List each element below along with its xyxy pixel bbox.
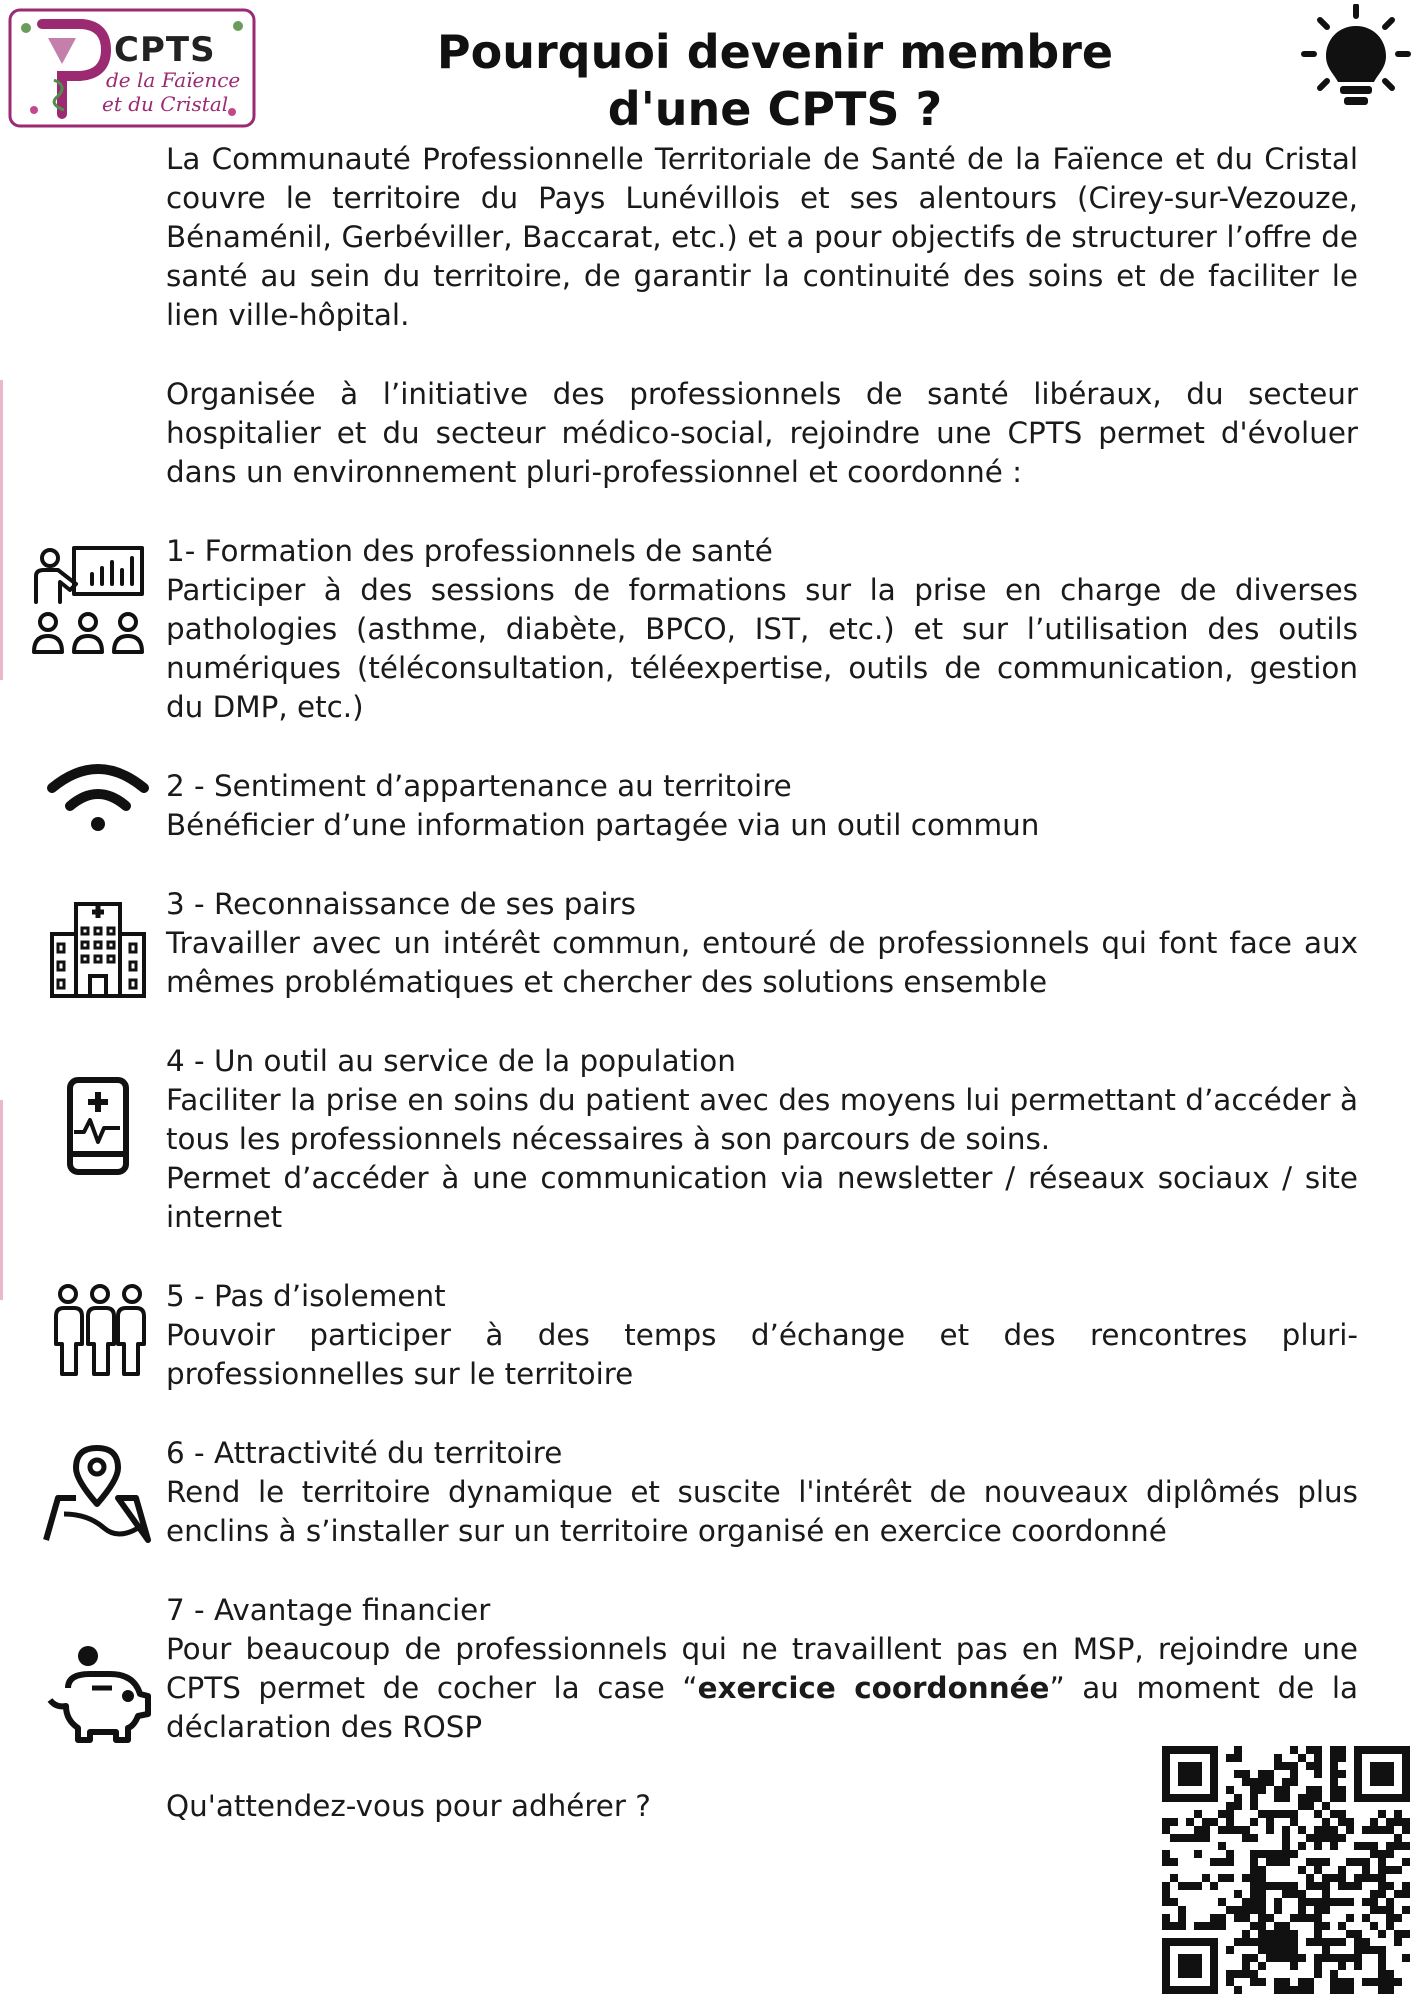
title-line-1: Pourquoi devenir membre: [436, 25, 1114, 79]
section-heading: 3 - Reconnaissance de ses pairs: [166, 887, 636, 921]
intro-paragraph-2: Organisée à l’initiative des professionnels de santé libéraux, du secteur hospitalier et du secteur médico-social, rejoindre une CPTS permet d'évoluer dans un environnement pluri-professionnel et coordonné :: [166, 377, 1358, 489]
section-heading: 4 - Un outil au service de la population: [166, 1044, 736, 1078]
title-line-2: d'une CPTS ?: [607, 82, 943, 136]
section-6: [166, 1434, 1358, 1551]
section-3: [166, 885, 1358, 1002]
section-text: Rend le territoire dynamique et suscite l'intérêt de nouveaux diplômés plus enclins à s’installer sur un territoire organisé en exercice coordonné: [166, 1475, 1358, 1548]
section-text: Pouvoir participer à des temps d’échange et des rencontres pluri-professionnelles sur le territoire: [166, 1318, 1358, 1391]
section-heading: 6 - Attractivité du territoire: [166, 1436, 563, 1470]
training-presentation-icon: [30, 544, 146, 666]
section-5: [166, 1277, 1358, 1394]
wifi-icon: [46, 760, 150, 840]
group-people-icon: [52, 1282, 148, 1382]
qr-code[interactable]: [1162, 1746, 1410, 1994]
section-2: [166, 767, 1358, 845]
section-heading: 7 - Avantage financier: [166, 1593, 491, 1627]
section-text: Faciliter la prise en soins du patient avec des moyens lui permettant d’accéder à tous les professionnels nécessaires à son parcours de soins.: [166, 1083, 1358, 1156]
logo-subtitle-2: et du Cristal: [102, 92, 229, 116]
margin-mark: [0, 1100, 3, 1300]
highlight-text: exercice coordonnée: [697, 1671, 1050, 1705]
section-text: Bénéficier d’une information partagée via un outil commun: [166, 808, 1040, 842]
logo-title: CPTS: [114, 30, 216, 70]
section-text: [166, 1630, 1358, 1747]
section-4: [166, 1042, 1358, 1237]
section-7: [166, 1591, 1358, 1747]
logo-subtitle-1: de la Faïence: [106, 68, 241, 92]
section-text: Participer à des sessions de formations sur la prise en charge de diverses pathologies (asthme, diabète, BPCO, IST, etc.) et sur l’utilisation des outils numériques (téléconsultation, téléexpertise, outils de communication, gestion du DMP, etc.): [166, 573, 1358, 724]
intro-paragraph-1: La Communauté Professionnelle Territoriale de Santé de la Faïence et du Cristal couvre le territoire du Pays Lunévillois et ses alentours (Cirey-sur-Vezouze, Bénaménil, Gerbéviller, Baccarat, etc.) et a pour objectifs de structurer l’offre de santé au sein du territoire, de garantir la continuité des soins et de faciliter le lien ville-hôpital.: [166, 142, 1358, 332]
page-title: [360, 24, 1190, 138]
section-1: [166, 532, 1358, 727]
closing-question: Qu'attendez-vous pour adhérer ?: [166, 1789, 651, 1823]
lightbulb-icon: [1300, 4, 1412, 110]
health-smartphone-icon: [66, 1076, 130, 1180]
section-heading: 2 - Sentiment d’appartenance au territoire: [166, 769, 792, 803]
section-text: Travailler avec un intérêt commun, entouré de professionnels qui font face aux mêmes problématiques et chercher des solutions ensemble: [166, 926, 1358, 999]
cpts-logo: [8, 6, 256, 130]
margin-mark: [0, 380, 3, 680]
section-text-part: Pour beaucoup de professionnels qui ne travaillent pas en MSP, rejoindre une CPTS permet de cocher la case “: [166, 1632, 1358, 1705]
map-pin-icon: [42, 1444, 152, 1548]
section-text-2: Permet d’accéder à une communication via newsletter / réseaux sociaux / site internet: [166, 1161, 1358, 1234]
hospital-icon: [48, 900, 148, 1004]
main-content: [166, 140, 1358, 1826]
section-text-part: ” au moment de la déclaration des ROSP: [166, 1671, 1359, 1744]
section-heading: 1- Formation des professionnels de santé: [166, 534, 773, 568]
section-heading: 5 - Pas d’isolement: [166, 1279, 446, 1313]
piggy-bank-icon: [44, 1644, 154, 1748]
